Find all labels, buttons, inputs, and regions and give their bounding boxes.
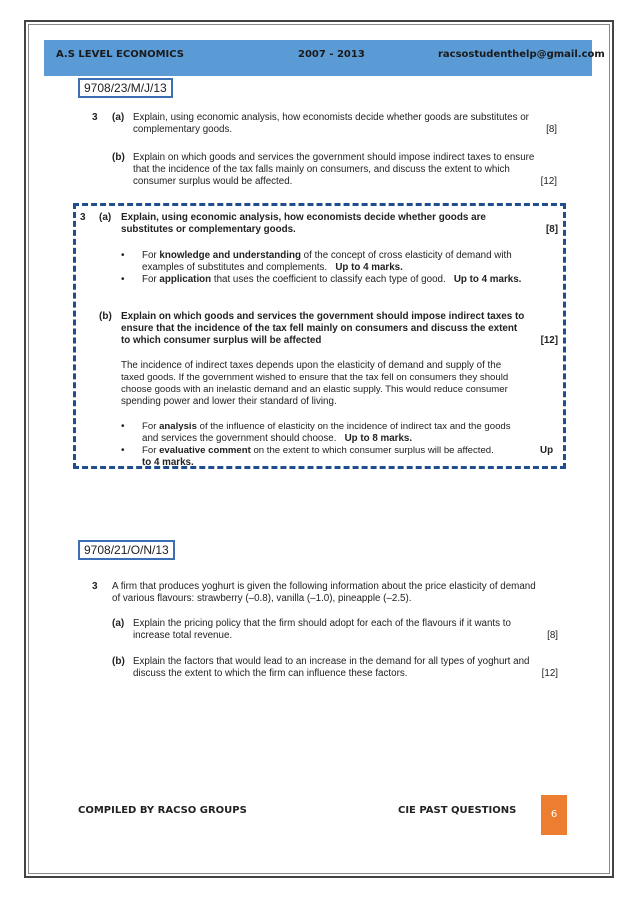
s2-part-b-line1: Explain the factors that would lead to an increase in the demand for all types of yoghurt and [133,656,530,667]
paper-code-2: 9708/21/O/N/13 [78,540,175,560]
s2-stem-line1: A firm that produces yoghurt is given the following information about the price elasticity of demand [112,581,536,592]
ms-b-line1: Explain on which goods and services the government should impose indirect taxes to [121,311,525,322]
bullet-icon: • [121,421,125,432]
part-b-label: (b) [112,152,125,163]
ms-a-bullet1-line2: examples of substitutes and complements. Up to 4 marks. [142,262,403,273]
ms-b-para-line1: The incidence of indirect taxes depends upon the elasticity of demand and supply of the [121,360,502,371]
question-number: 3 [92,112,98,123]
ms-b-para-line3: choose goods with an inelastic demand and an elastic supply. This would reduce consumer [121,384,508,395]
part-a-marks: [8] [546,124,557,135]
ms-b-para-line4: spending power and lower their standard of living. [121,396,337,407]
ms-b-marks: [12] [540,335,558,346]
ms-b-bullet2: For evaluative comment on the extent to which consumer surplus will be affected. [142,445,494,456]
s2-part-a-line1: Explain the pricing policy that the firm should adopt for each of the flavours if it wants to [133,618,511,629]
ms-a-marks: [8] [546,224,558,235]
s2-stem-line2: of various flavours: strawberry (–0.8), vanilla (–1.0), pineapple (–2.5). [112,593,412,604]
part-b-line3: consumer surplus would be affected. [133,176,293,187]
page-header [44,40,605,76]
part-b-line2: that the incidence of the tax falls mainly on consumers, and discuss the extent to which [133,164,510,175]
ms-b-line2: ensure that the incidence of the tax fell mainly on consumers and discuss the extent [121,323,518,334]
ms-b-bullet2-line2: to 4 marks. [142,457,194,468]
ms-b-bullet1: For analysis of the influence of elasticity on the incidence of indirect tax and the goods [142,421,511,432]
part-b-line1: Explain on which goods and services the government should impose indirect taxes to ensure [133,152,535,163]
ms-b-label: (b) [99,311,112,322]
ms-b-line3: to which consumer surplus will be affected [121,335,322,346]
ms-b-bullet1-line2: and services the government should choose. Up to 8 marks. [142,433,413,444]
ms-a-line1: Explain, using economic analysis, how economists decide whether goods are [121,212,486,223]
header-subject: A.S LEVEL ECONOMICS [56,49,184,60]
s2-part-a-line2: increase total revenue. [133,630,233,641]
s2-part-b-marks: [12] [541,668,558,679]
ms-a-line2: substitutes or complementary goods. [121,224,296,235]
part-b-marks: [12] [540,176,557,187]
s2-part-a-marks: [8] [547,630,558,641]
ms-a-bullet1: For knowledge and understanding of the concept of cross elasticity of demand with [142,250,512,261]
part-a-line2: complementary goods. [133,124,233,135]
footer-compiled-by: COMPILED BY RACSO GROUPS [78,805,247,816]
s2-part-a-label: (a) [112,618,125,629]
ms-b-bullet2-up: Up [540,445,554,456]
bullet-icon: • [121,445,125,456]
ms-question-number: 3 [80,212,86,223]
header-email: racsostudenthelp@gmail.com [438,49,605,60]
s2-part-b-label: (b) [112,656,125,667]
s2-part-b-line2: discuss the extent to which the firm can influence these factors. [133,668,408,679]
part-a-label: (a) [112,112,125,123]
page-number: 6 [541,795,567,835]
ms-a-bullet2: For application that uses the coefficient to classify each type of good. Up to 4 marks. [142,274,522,285]
paper-code-1: 9708/23/M/J/13 [78,78,173,98]
ms-a-label: (a) [99,212,112,223]
bullet-icon: • [121,274,125,285]
question-number-2: 3 [92,581,98,592]
header-years: 2007 - 2013 [298,49,365,60]
bullet-icon: • [121,250,125,261]
footer-source: CIE PAST QUESTIONS [398,805,517,816]
ms-b-para-line2: taxed goods. If the government wished to ensure that the tax fell on consumers they should [121,372,509,383]
part-a-line1: Explain, using economic analysis, how economists decide whether goods are substitutes or [133,112,529,123]
